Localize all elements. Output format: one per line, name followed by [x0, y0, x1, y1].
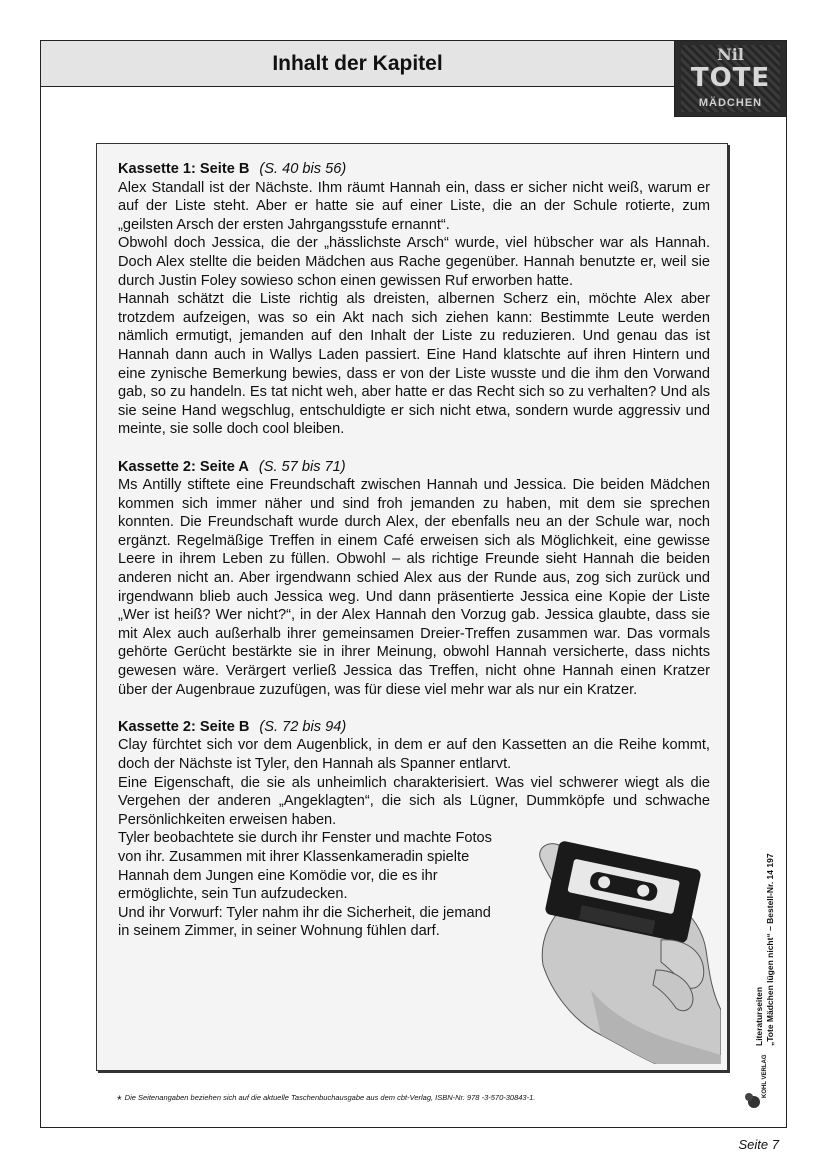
logo-line-1: Nil [717, 45, 744, 64]
footnote [117, 1093, 535, 1107]
section-pages: (S. 57 bis 71) [258, 458, 346, 475]
content-box [96, 143, 728, 1071]
paragraph: Alex Standall ist der Nächste. Ihm räumt Hannah ein, dass er sicher nicht weiß, warum er auf der Liste steht. Aber er hatte sie auf einer Liste, die an der Schule rotierte, zum „geilsten Arsch der ersten Jahrgangsstufe ernannt“. [118, 179, 710, 233]
publisher-name: KOHL VERLAG [762, 1054, 768, 1098]
section-heading [118, 458, 710, 477]
hand-holding-cassette-image [531, 830, 721, 1064]
book-logo [674, 40, 787, 117]
logo-line-3: MÄDCHEN [698, 97, 763, 109]
page-number: Seite 7 [738, 1137, 779, 1152]
section-kassette-2a [118, 458, 710, 700]
footnote-marker: * [117, 1093, 122, 1107]
section-heading [118, 718, 710, 737]
kohl-verlag-logo [742, 1050, 772, 1110]
page-header [40, 40, 675, 87]
paragraph: Hannah schätzt die Liste richtig als dreisten, albernen Scherz ein, möchte Alex aber trotzdem aufzeigen, was so ein Akt nach sich ziehen kann: Bestimmte Leute werden nämlich ermutigt, jemanden auf den Inhalt der Liste zu reduzieren. Und genau das ist Hannah dann auch in Wallys Laden passiert. Eine Hand klatschte auf ihren Hintern und eine zynische Bemerkung bewies, dass er von der Liste wusste und die ihm den Vorwand gab, so zu handeln. Es tat nicht weh, aber hatte er das Recht sich so zu verhalten? Und als sie seine Hand wegschlug, entschuldigte er sich nicht etwa, sondern wurde aggressiv und meinte, sie solle doch cool bleiben. [118, 291, 710, 438]
page-title: Inhalt der Kapitel [272, 51, 443, 75]
side-line-2: „Tote Mädchen lügen nicht“ – Bestell-Nr. 14 197 [765, 853, 775, 1046]
side-line-1: Literaturseiten [754, 986, 764, 1046]
section-pages: (S. 40 bis 56) [259, 161, 347, 177]
section-kassette-1b [118, 160, 710, 439]
paragraph: Und ihr Vorwurf: Tyler nahm ihr die Sicherheit, die jemand in seinem Zimmer, in seiner Wohnung fühlen darf. [118, 904, 491, 940]
section-title: Kassette 2: Seite A [118, 458, 249, 475]
paragraph: Eine Eigenschaft, die sie als unheimlich charakterisiert. Was viel schwerer wiegt als die Vergehen der anderen „Angeklagten“, die sich als Lügner, Dummköpfe und schwache Persönlichkeiten erweisen haben. [118, 774, 710, 828]
section-title: Kassette 1: Seite B [118, 161, 250, 177]
section-pages: (S. 72 bis 94) [259, 718, 347, 735]
section-heading [118, 160, 710, 179]
paragraph: Clay fürchtet sich vor dem Augenblick, in dem er auf den Kassetten an die Reihe kommt, doch der Nächste ist Tyler, den Hannah als Spanner entlarvt. [118, 737, 710, 772]
section-title: Kassette 2: Seite B [118, 718, 250, 735]
side-imprint [754, 853, 776, 1046]
paragraph: Tyler beobachtete sie durch ihr Fenster und machte Fotos von ihr. Zusammen mit ihrer Klassenkameradin spielte Hannah dem Jungen eine Komödie vor, die es ihr ermöglichte, sein Tun aufzudecken. [118, 830, 492, 903]
paragraph: Obwohl doch Jessica, die der „hässlichste Arsch“ wurde, viel hübscher war als Hannah. Doch Alex stellte die beiden Mädchen aus Rache gegenüber. Hannah benutzte er, weil sie durch Justin Foley sowieso schon einen gewissen Ruf erworben hatte. [118, 235, 710, 289]
logo-line-2: TOTE [690, 63, 771, 93]
footnote-text: Die Seitenangaben beziehen sich auf die aktuelle Taschenbuchausgabe aus dem cbt-Verlag, ISBN-Nr. 978 -3-570-30843-1. [124, 1093, 536, 1102]
paragraph: Ms Antilly stiftete eine Freundschaft zwischen Hannah und Jessica. Die beiden Mädchen kommen sich immer näher und sind froh jemanden zu haben, mit dem sie sprechen konnten. Die Freundschaft wurde durch Alex, der ebenfalls neu an der Schule war, noch ergänzt. Regelmäßige Treffen in einem Café erweisen sich als Möglichkeit, eine gewisse Leere in ihrem Leben zu füllen. Obwohl – als richtige Freunde sieht Hannah die beiden anderen nicht an. Aber irgendwann schied Alex aus der Runde aus, zog sich zurück und irgendwann blieb auch Jessica weg. Und dann präsentierte Jessica eine Kopie der Liste „Wer ist heiß? Wer nicht?“, in der Alex Hannah den Vorzug gab. Jessica glaubte, dass sie mit Alex auch außerhalb ihrer gemeinsamen Dreier-Treffen zusammen war. Das vormals gehörte Gerücht bestärkte sie in ihrer Meinung, obwohl Hannah versicherte, dass nichts gewesen wäre. Verärgert verließ Jessica das Treffen, nicht ohne Hannah einen Kratzer über der Augenbraue zuzufügen, was für diese viel mehr war als nur ein Kratzer. [118, 477, 710, 698]
